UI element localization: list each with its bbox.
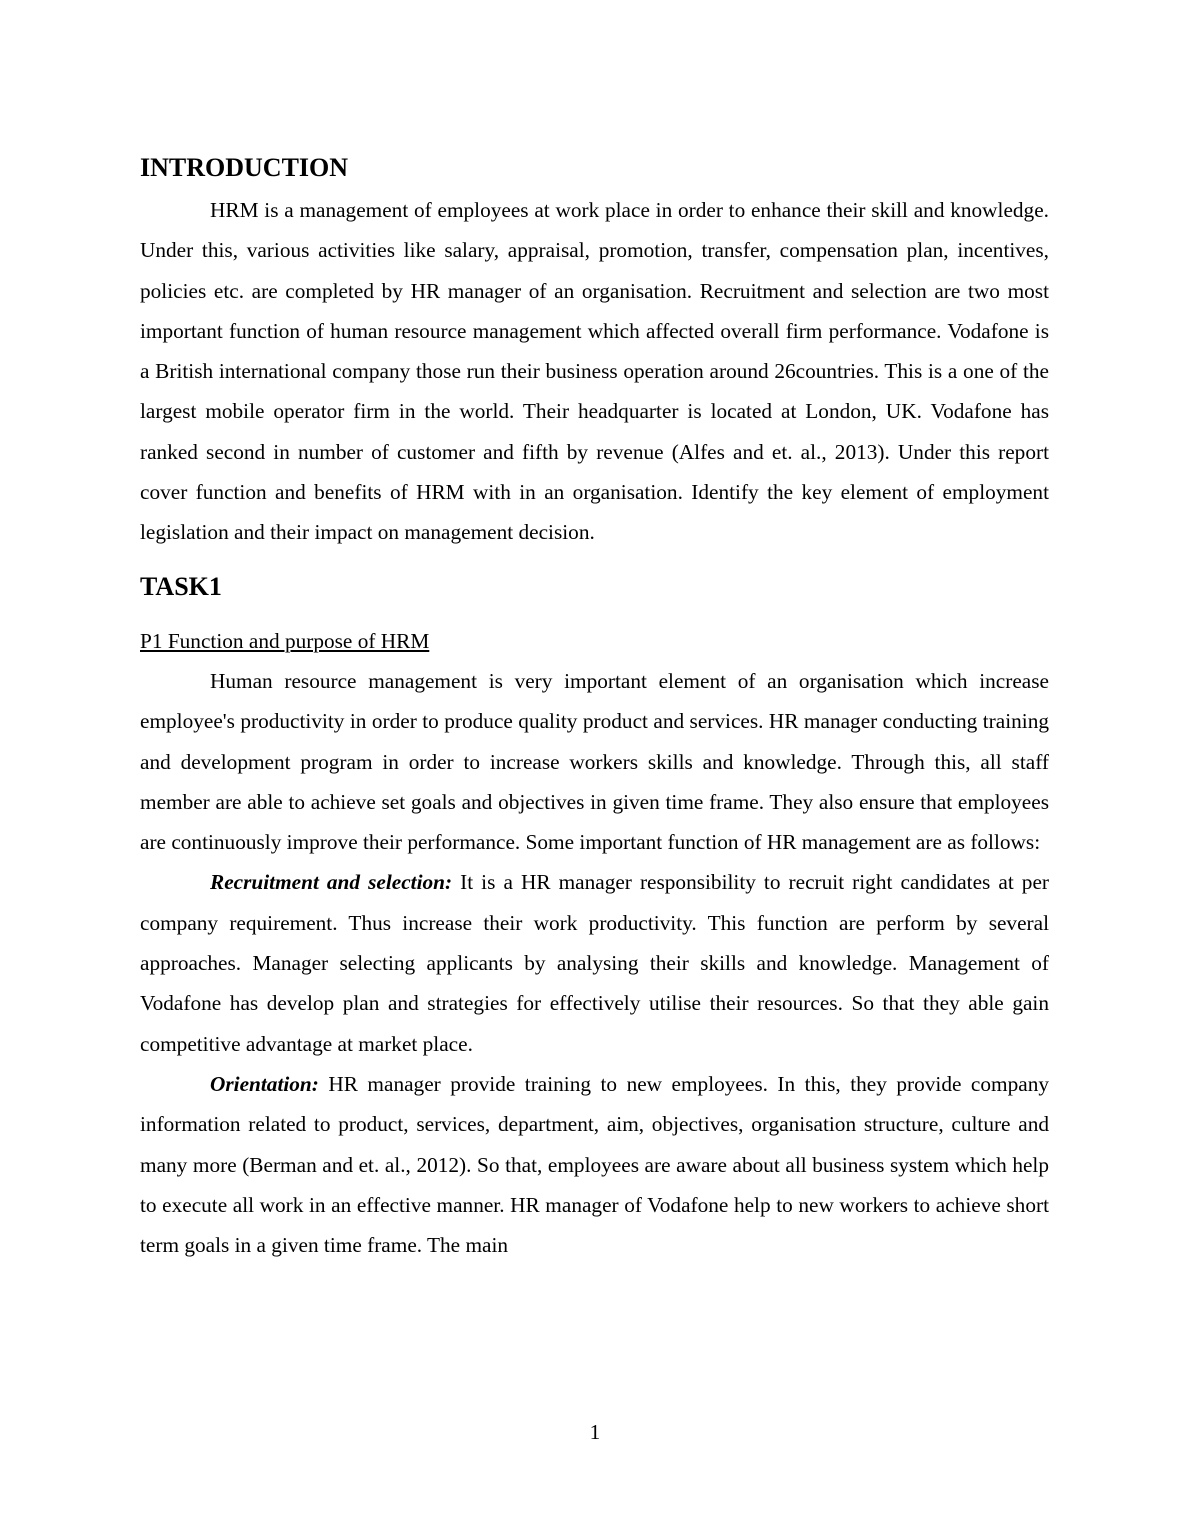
introduction-paragraph: HRM is a management of employees at work place in order to enhance their skill and knowledge. Under this, various activities like salary, appraisal, promotion, transfer, compensation plan, incentives, policies etc. are completed by HR manager of an organisation. Recruitment and selection are two most important function of human resource management which affected overall firm performance. Vodafone is a British international company those run their business operation around 26countries. This is a one of the largest mobile operator firm in the world. Their headquarter is located at London, UK. Vodafone has ranked second in number of customer and fifth by revenue (Alfes and et. al., 2013). Under this report cover function and benefits of HRM with in an organisation. Identify the key element of employment legislation and their impact on management decision.	[140, 198, 1049, 545]
page-number: 1	[589, 1420, 601, 1444]
task1-heading: TASK1	[140, 571, 222, 601]
introduction-heading: INTRODUCTION	[140, 153, 349, 182]
recruitment-text: It is a HR manager responsibility to recruit right candidates at per company requirement. Thus increase their work productivity. This function are perform by several approaches. Manager selecting applicants by analysing their skills and knowledge. Management of Vodafone has develop plan and strategies for effectively utilise their resources. So that they able gain competitive advantage at market place.	[140, 870, 1049, 1056]
hrm-function-paragraph: Human resource management is very important element of an organisation which increase employee's productivity in order to produce quality product and services. HR manager conducting training and development program in order to increase workers skills and knowledge. Through this, all staff member are able to achieve set goals and objectives in given time frame. They also ensure that employees are continuously improve their performance. Some important function of HR management are as follows:	[140, 668, 1049, 855]
orientation-label: Orientation:	[210, 1071, 319, 1096]
recruitment-paragraph	[140, 862, 1049, 1063]
orientation-paragraph	[140, 1064, 1049, 1265]
orientation-text: HR manager provide training to new employees. In this, they provide company information related to product, services, department, aim, objectives, organisation structure, culture and many more (Berman and et. al., 2012). So that, employees are aware about all business system which help to execute all work in an effective manner. HR manager of Vodafone help to new workers to achieve short term goals in a given time frame. The main	[140, 1071, 1049, 1258]
recruitment-label: Recruitment and selection:	[210, 870, 453, 895]
p1-subheading: P1 Function and purpose of HRM	[140, 628, 430, 653]
page-content	[140, 148, 1049, 1265]
